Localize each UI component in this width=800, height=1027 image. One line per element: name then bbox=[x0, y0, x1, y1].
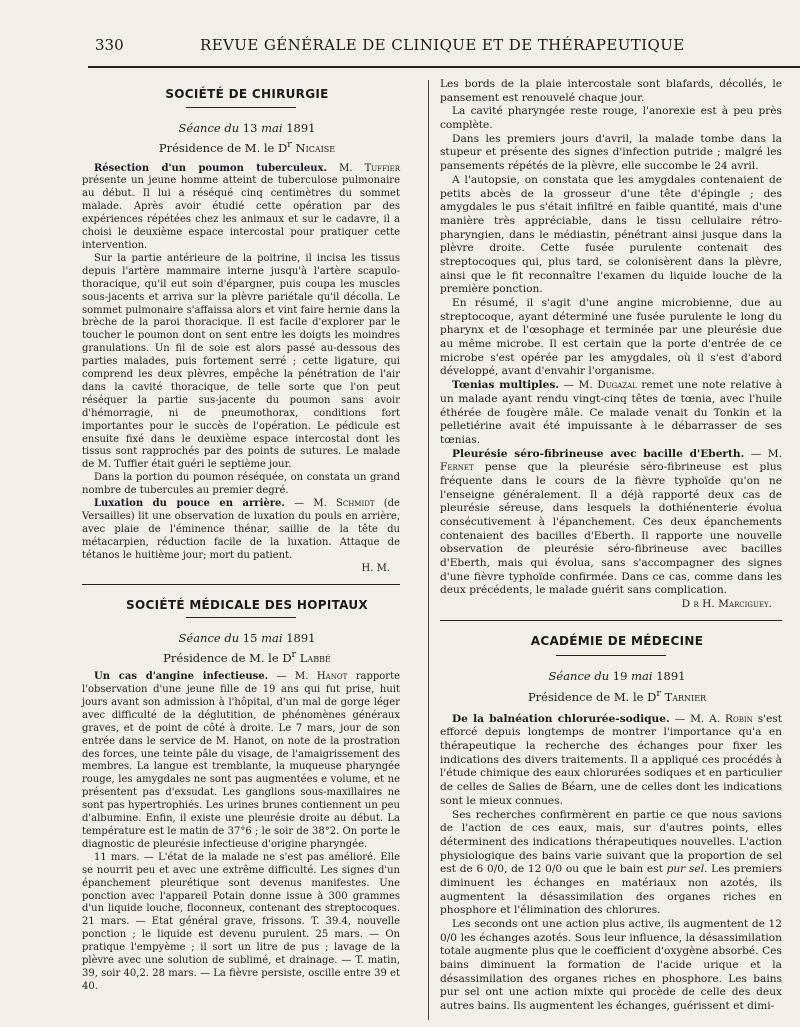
section-title-chirurgie: SOCIÉTÉ DE CHIRURGIE bbox=[165, 87, 329, 101]
right-column bbox=[440, 78, 782, 1014]
session-date: Séance du 15 mai 1891 bbox=[178, 631, 316, 646]
article-paragraph: Ses recherches confirmèrent en partie ce que nous savions de l'action de ces eaux, mais, sur d'autres points, elles déterminent des indications thérapeutiques nouvelles. L'action physiologique des bains varie suivant que la proportion de sel est de 6 0/0, de 12 0/0 ou que le bain est pur sel. Les premiers diminuent les échanges en matériaux non azotés, ils augmentent la désassimilation des organes riches en phosphore et l'élimination des chlorures. bbox=[440, 808, 782, 917]
session-president: Présidence de M. le $D^r$ Nicaise bbox=[158, 138, 336, 155]
running-title: REVUE GÉNÉRALE DE CLINIQUE ET DE THÉRAPEUTIQUE bbox=[200, 36, 685, 54]
session-president: Présidence de M. le $D^r$ Labbé bbox=[163, 649, 331, 666]
header-rule bbox=[88, 66, 800, 68]
section-title-hopitaux: SOCIÉTÉ MÉDICALE DES HOPITAUX bbox=[126, 597, 368, 612]
article-lead: Pleurésie séro-fibrineuse avec bacille d'Eberth. bbox=[452, 447, 745, 460]
article-lead: Tœnias multiples. bbox=[452, 379, 559, 392]
article-lead: Résection d'un poumon tuberculeux. bbox=[94, 162, 328, 174]
article-paragraph: Pleurésie séro-fibrineuse avec bacille d'Eberth. — M. Fernet pense que la pleurésie séro-fibrineuse est plus fréquente dans le cours de la fièvre typhoïde qu'on ne l'enseigne généralement. Il a déjà rapporté deux cas de pleurésie séreuse, dans lesquels la dothiénenterie évolua consécutivement à l'épanchement. Ces deux épanchements contenaient des bacilles d'Eberth. Il rapporte une nouvelle observation de pleurésie séro-fibrineuse avec bacilles d'Eberth, mais qui évolua, sans s'accompagner des signes d'une fièvre typhoïde confirmée. Dans ce cas, comme dans les deux précédents, le malade guérit sans complication. bbox=[440, 447, 782, 597]
article-paragraph: Sur la partie antérieure de la poitrine, il incisa les tissus depuis l'artère mammaire interne jusqu'à l'artère scapulo-thoracique, qu'il eut soin d'épargner, puis coupa les muscles sous-jacents et arriva sur la plèvre pariétale qu'il décolla. Le sommet pulmonaire s'affaissa alors et vint faire hernie dans la brèche de la paroi thoracique. Il est facile d'explorer par le toucher le poumon dont on sent entre les doigts les moindres granulations. Un fil de soie est alors passé au-dessous des parties malades, puis fortement serré ; cette ligature, qui comprend les deux plèvres, empêche la pénétration de l'air dans la cavité thoracique, de telle sorte que l'on peut réséquer la partie sus-jacente du poumon sans avoir d'hémorragie, ni de pneumothorax, conditions fort importantes pour le succès de l'opération. Le pédicule est ensuite fixé dans le deuxième espace intercostal dont les tissus sont rapprochés par des points de sutures. Le malade de M. Tuffier était guéri le septième jour. bbox=[82, 252, 400, 471]
page-number: 330 bbox=[95, 36, 124, 54]
article-paragraph: Les seconds ont une action plus active, ils augmentent de 12 0/0 les échanges azotés. Sous leur influence, la désassimilation totale augmente plus que le coefficient d'oxygène absorbé. Ces bains diminuent la formation de l'acide urique et la désassimilation des organes riches en phosphore. Les bains pur sel ont une action mixte qui procède de celle des deux autres bains. Ils augmentent les échanges, guérissent et dimi- bbox=[440, 918, 782, 1013]
article-lead: De la balnéation chlorurée-sodique. bbox=[452, 712, 670, 725]
running-header bbox=[0, 36, 800, 58]
article-paragraph: Dans les premiers jours d'avril, la malade tombe dans la stupeur et présente des signes d'infection putride ; malgré les pansements répétés de la plèvre, elle succombe le 24 avril. bbox=[440, 132, 782, 173]
session-president: Présidence de M. le $D^r$ Tarnier bbox=[527, 688, 707, 705]
article-paragraph: A l'autopsie, on constata que les amygdales contenaient de petits abcès de la grosseur d'une tête d'épingle ; des amygdales le pus s'était infiltré en faible quantité, mais d'une manière très appréciable, dans le tissu cellulaire rétro-pharyngien, dans le médiastin, pénétrant ainsi jusque dans la plèvre droite. Cette fusée purulente contenait des streptocoques qui, plus tard, se colonisèrent dans la plèvre, ainsi que le fit reconnaître l'examen du liquide louche de la première ponction. bbox=[440, 173, 782, 296]
article-lead: Un cas d'angine infectieuse. bbox=[94, 671, 269, 683]
left-column bbox=[82, 78, 400, 994]
article-paragraph: Résection d'un poumon tuberculeux. M. Tuffier présente un jeune homme atteint de tuberculose pulmonaire au début. Il lui a réséqué cinq centimètres du sommet malade. Après avoir étudié cette opération par des expériences répétées chez les animaux et sur le cadavre, il a choisi le deuxième espace intercostal pour pratiquer cette intervention. bbox=[82, 162, 401, 251]
article-paragraph: Un cas d'angine infectieuse. — M. Hanot rapporte l'observation d'une jeune fille de 19 ans qui fut prise, huit jours avant son admission à l'hôpital, d'un mal de gorge léger avec difficulté de la déglutition, de phénomènes généraux graves, et de point de côté à droite. Le 7 mars, jour de son entrée dans le service de M. Hanot, on note de la prostration des forces, une teinte pâle du visage, de l'amaigrissement des membres. La langue est tremblante, la muqueuse pharyngée rouge, les amygdales ne sont pas augmentées e volume, et ne présentent pas d'exsudat. Les ganglions sous-maxillaires ne sont pas hypertrophiés. Les urines brunes contiennent un peu d'albumine. Enfin, il existe une pleurésie droite au début. La température est le matin de 37°6 ; le soir de 38°2. On porte le diagnostic de pleurésie infectieuse d'origine pharyngée. bbox=[82, 671, 401, 850]
article-lead: Luxation du pouce en arrière. bbox=[94, 498, 285, 510]
session-date: Séance du 13 mai 1891 bbox=[178, 120, 316, 135]
signature: H. M. bbox=[361, 562, 390, 574]
column-divider bbox=[428, 80, 429, 1020]
article-paragraph: 11 mars. — L'état de la malade ne s'est pas amélioré. Elle se nourrit peu et avec une extrême difficulté. Les signes d'un épanchement pleurétique sont devenus manifestes. Une ponction avec l'appareil Potain donne issue à 300 grammes d'un liquide louche, floconneux, contenant des streptocoques. 21 mars. — Etat général grave, frissons. T. 39.4, nouvelle ponction ; le liquide est devenu purulent. 25 mars. — On pratique l'empyème ; il sort un litre de pus ; lavage de la plèvre avec une solution de sublimé, et drainage. — T. matin, 39, soir 40,2. 28 mars. — La fièvre persiste, oscille entre 39 et 40. bbox=[82, 851, 400, 992]
signature: D r H. Marciguey. bbox=[681, 598, 772, 611]
article-paragraph: Tœnias multiples. — M. Dugazal remet une note relative à un malade ayant rendu vingt-cinq têtes de tœnia, avec l'huile éthérée de fougère mâle. Ce malade venait du Tonkin et la pelletiérine avait été impuissante à le débarrasser de ses tœnias. bbox=[440, 379, 783, 446]
section-title-academie: ACADÉMIE DE MÉDECINE bbox=[530, 633, 704, 648]
session-date: Séance du 19 mai 1891 bbox=[548, 668, 686, 683]
article-paragraph: Luxation du pouce en arrière. — M. Schmidt (de Versailles) lit une observation de luxation du pouls en arrière, avec plaie de l'éminence thénar, saillie de la tête du métacarpien, réduction facile de la luxation. Attaque de tétanos le huitième jour; mort du patient. bbox=[82, 498, 400, 561]
article-paragraph: Dans la portion du poumon réséquée, on constata un grand nombre de tubercules au premier degré. bbox=[82, 472, 400, 497]
article-paragraph: La cavité pharyngée reste rouge, l'anorexie est à peu près complète. bbox=[440, 105, 782, 132]
article-paragraph: Les bords de la plaie intercostale sont blafards, décollés, le pansement est renouvelé chaque jour. bbox=[440, 78, 782, 104]
article-paragraph: De la balnéation chlorurée-sodique. — M. A. Robin s'est efforcé depuis longtemps de montrer l'importance qu'a en thérapeutique la recherche des échanges pour fixer les indications des divers traitements. Il a appliqué ces procédés à l'étude chimique des eaux chlorurées sodiques et en particulier de celles de Salies de Béarn, une de celles dont les indications sont le mieux connues. bbox=[440, 712, 783, 807]
article-paragraph: En résumé, il s'agit d'une angine microbienne, due au streptocoque, ayant déterminé une fusée purulente le long du pharynx et de l'œsophage et terminée par une pleurésie due au même microbe. Il est certain que la porte d'entrée de ce microbe s'est opérée par les amygdales, où il s'est d'abord développé, avant d'envahir l'organisme. bbox=[440, 297, 782, 378]
